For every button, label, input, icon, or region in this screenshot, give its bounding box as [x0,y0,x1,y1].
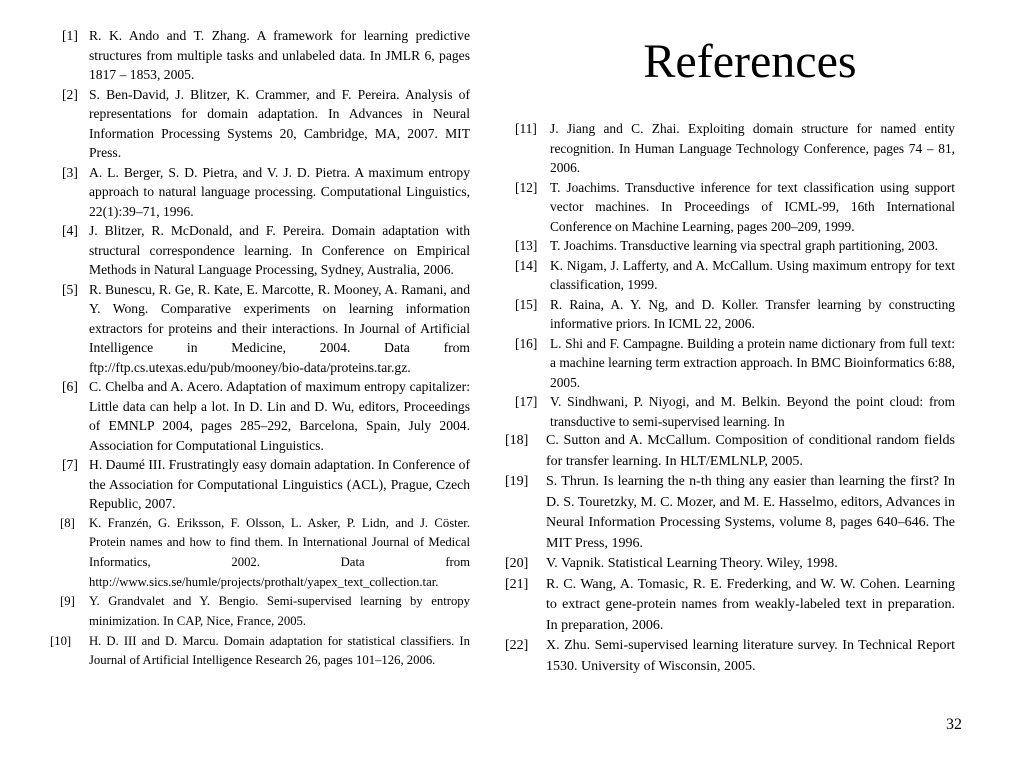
reference-number: [15] [515,296,538,312]
reference-number: [7] [62,457,78,472]
reference-text: Y. Grandvalet and Y. Bengio. Semi-supervised learning by entropy minimization. In CAP, Nice, France, 2005. [89,594,470,629]
reference-item [515,256,955,295]
reference-item [515,392,955,431]
reference-item [62,85,470,163]
reference-item [62,163,470,222]
reference-item [515,295,955,334]
reference-number: [4] [62,223,78,238]
reference-number: [14] [515,257,538,273]
reference-text: A. L. Berger, S. D. Pietra, and V. J. D. Pietra. A maximum entropy approach to natural language processing. Computational Linguistics, 22(1):39–71, 1996. [89,164,470,219]
reference-text: H. Daumé III. Frustratingly easy domain adaptation. In Conference of the Association for Computational Linguistics (ACL), Prague, Czech Republic, 2007. [89,457,470,511]
reference-number: [11] [515,121,537,136]
reference-text: V. Vapnik. Statistical Learning Theory. Wiley, 1998. [546,556,838,571]
reference-text: R. Raina, A. Y. Ng, and D. Koller. Transfer learning by constructing informative priors. In ICML 22, 2006. [550,296,955,331]
slide-title: References [643,35,857,88]
reference-number: [6] [62,379,78,394]
reference-text: S. Thrun. Is learning the n-th thing any easier than learning the first? In D. S. Touretzky, M. C. Mozer, and M. E. Hasselmo, editors, Advances in Neural Information Processing Systems, volume 8, pages 640–646. The MIT Press, 1996. [546,474,955,551]
reference-text: K. Franzén, G. Eriksson, F. Olsson, L. Asker, P. Lidn, and J. Cöster. Protein names and how to find them. In International Journal of Medical Informatics, 2002. Data from http://www.sics.se/humle/projects/prothalt/yapex_text_collection.tar. [89,515,470,589]
reference-number: [19] [505,474,529,489]
reference-item [505,431,955,472]
reference-text: R. K. Ando and T. Zhang. A framework for learning predictive structures from multiple tasks and unlabeled data. In JMLR 6, pages 1817 – 1853, 2005. [89,28,470,82]
reference-item [62,280,470,378]
reference-item [62,26,470,85]
reference-text: L. Shi and F. Campagne. Building a protein name dictionary from full text: a machine learning term extraction approach. In BMC Bioinformatics 6:88, 2005. [550,335,955,390]
reference-text: J. Jiang and C. Zhai. Exploiting domain structure for named entity recognition. In Human Language Technology Conference, pages 74 – 81, 2006. [550,121,955,175]
reference-item [62,455,470,514]
reference-number: [10] [50,633,72,648]
reference-number: [18] [505,433,529,448]
page-number: 32 [946,716,962,733]
reference-text: J. Blitzer, R. McDonald, and F. Pereira. Domain adaptation with structural correspondence learning. In Conference on Empirical Methods in Natural Language Processing, Sydney, Australia, 2006. [89,223,470,277]
reference-item [505,636,955,677]
reference-text: T. Joachims. Transductive inference for text classification using support vector machines. In Proceedings of ICML-99, 16th International Conference on Machine Learning, pages 200–209, 1999. [550,179,955,234]
reference-item [515,236,955,256]
reference-number: [1] [62,28,78,43]
reference-item [515,119,955,178]
reference-number: [16] [515,335,538,351]
reference-number: [13] [515,238,538,253]
reference-text: C. Chelba and A. Acero. Adaptation of maximum entropy capitalizer: Little data can help a lot. In D. Lin and D. Wu, editors, Proceedings of EMNLP 2004, pages 285–292, Barcelona, Spain, July 2004. Association for Computational Linguistics. [89,379,470,453]
reference-number: [12] [515,179,538,195]
reference-item [50,632,470,671]
reference-text: S. Ben-David, J. Blitzer, K. Crammer, and F. Pereira. Analysis of representations for domain adaptation. In Advances in Neural Information Processing Systems 20, Cambridge, MA, 2007. MIT Press. [89,86,470,160]
reference-number: [8] [60,515,75,530]
reference-item [505,575,955,637]
reference-list-left [50,26,470,671]
reference-item [505,554,955,575]
reference-text: R. C. Wang, A. Tomasic, R. E. Frederking, and W. W. Cohen. Learning to extract gene-protein names from weakly-labeled text in preparation. In preparation, 2006. [546,576,955,633]
reference-text: C. Sutton and A. McCallum. Composition of conditional random fields for transfer learning. In HLT/EMLNLP, 2005. [546,433,955,469]
reference-item [62,592,470,631]
reference-item [62,514,470,593]
reference-text: V. Sindhwani, P. Niyogi, and M. Belkin. Beyond the point cloud: from transductive to semi-supervised learning. In [550,394,955,429]
reference-item [62,221,470,280]
reference-number: [2] [62,86,78,102]
reference-text: X. Zhu. Semi-supervised learning literature survey. In Technical Report 1530. University of Wisconsin, 2005. [546,638,955,674]
reference-text: K. Nigam, J. Lafferty, and A. McCallum. Using maximum entropy for text classification, 1999. [550,257,955,292]
reference-item [515,334,955,393]
reference-item [505,472,955,554]
reference-number: [20] [505,556,529,571]
reference-item [515,178,955,237]
reference-number: [22] [505,638,529,653]
reference-number: [21] [505,576,529,592]
reference-number: [9] [60,594,75,609]
reference-text: H. D. III and D. Marcu. Domain adaptation for statistical classifiers. In Journal of Artificial Intelligence Research 26, pages 101–126, 2006. [89,633,470,668]
reference-number: [5] [62,281,78,297]
reference-list-right [505,119,955,677]
reference-item [62,377,470,455]
reference-number: [3] [62,164,78,180]
reference-text: R. Bunescu, R. Ge, R. Kate, E. Marcotte, R. Mooney, A. Ramani, and Y. Wong. Comparative experiments on learning information extractors for proteins and their interactions. In Journal of Artificial Intelligence in Medicine, 2004. Data from ftp://ftp.cs.utexas.edu/pub/mooney/bio-data/proteins.tar.gz. [89,281,470,375]
reference-number: [17] [515,394,538,409]
reference-text: T. Joachims. Transductive learning via spectral graph partitioning, 2003. [550,238,939,253]
